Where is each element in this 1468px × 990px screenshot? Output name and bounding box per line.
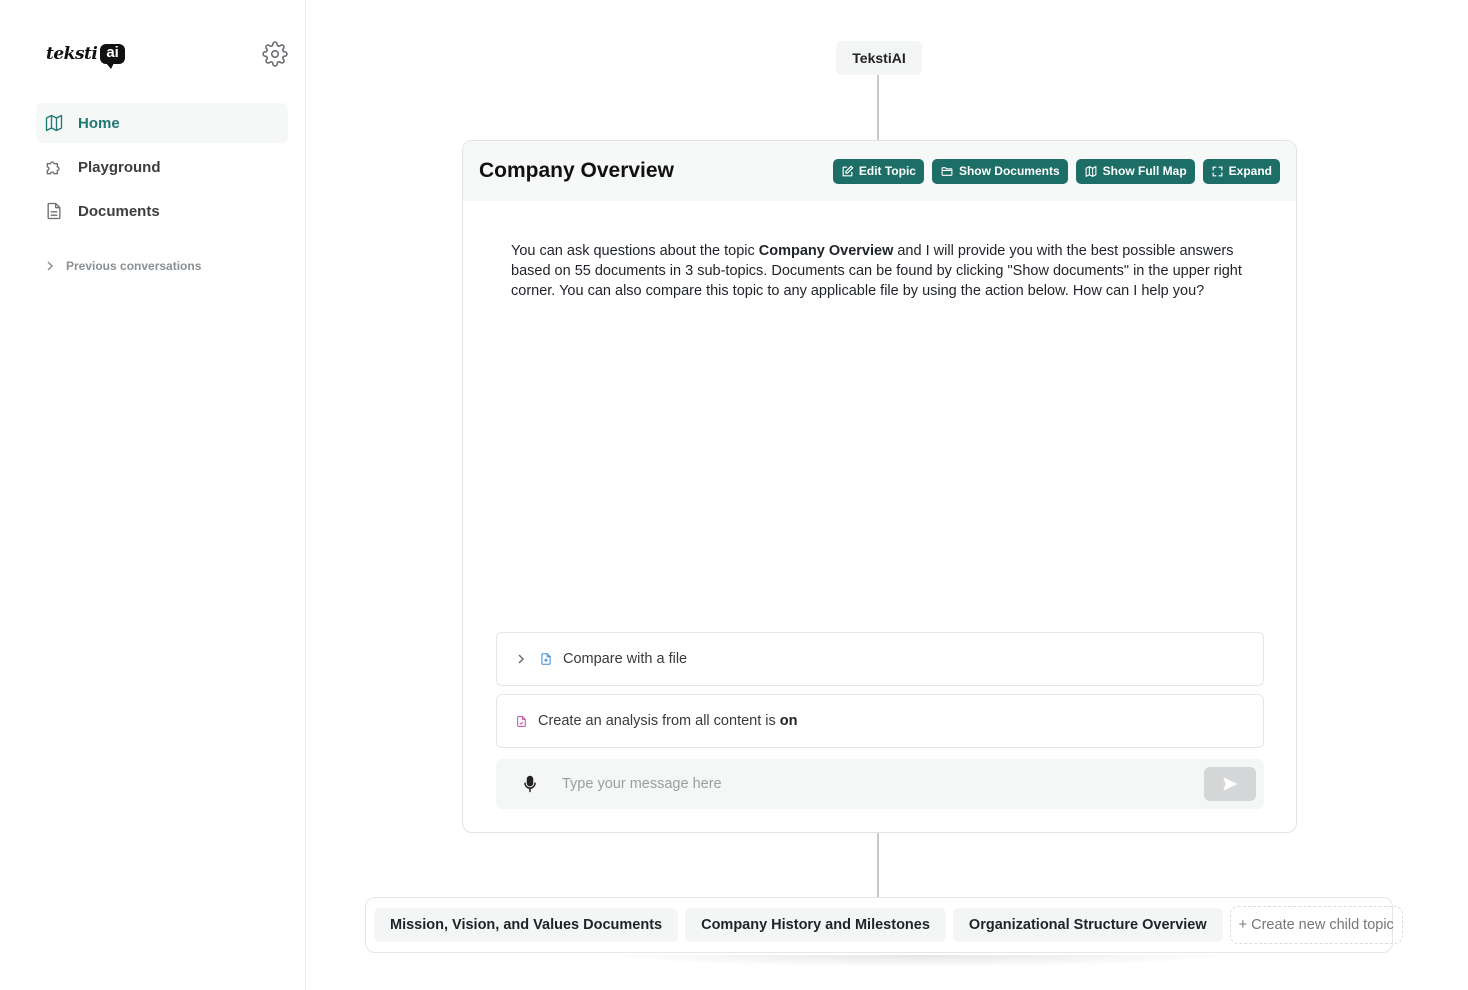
message-composer: [496, 759, 1264, 809]
gear-icon[interactable]: [262, 41, 288, 67]
chevron-right-icon: [515, 653, 527, 665]
message-part-2: and I will provide you with the best possible answers based on 55 documents in 3 sub-topics. Documents can be found by clicking "Show documents" in the upper right corner. You can also compare this topic to any applicable file by using the action below. How can I help you?: [511, 243, 1242, 299]
map-icon: [44, 113, 64, 133]
microphone-icon[interactable]: [520, 774, 540, 794]
sidebar-item-label: Playground: [78, 158, 161, 176]
logo-badge: ai: [100, 44, 125, 64]
compare-with-file-row[interactable]: [496, 632, 1264, 686]
sidebar: [0, 0, 306, 990]
topic-card-header: [463, 141, 1296, 201]
create-child-topic-button[interactable]: + Create new child topic: [1230, 906, 1403, 944]
analysis-file-icon: [515, 714, 528, 729]
edit-topic-label: Edit Topic: [858, 164, 916, 178]
sidebar-item-home[interactable]: [36, 103, 288, 143]
expand-button[interactable]: [1203, 159, 1280, 184]
expand-label: Expand: [1228, 164, 1272, 178]
sidebar-nav: [36, 103, 288, 235]
chevron-right-icon: [44, 260, 56, 272]
message-input[interactable]: [562, 764, 1204, 804]
previous-conversations-label: Previous conversations: [66, 259, 202, 273]
child-topic[interactable]: Mission, Vision, and Values Documents: [374, 908, 678, 942]
logo-text: teksti: [46, 44, 98, 64]
show-full-map-button[interactable]: [1076, 159, 1195, 184]
analysis-toggle-row[interactable]: [496, 694, 1264, 748]
message-part-1: You can ask questions about the topic: [511, 243, 759, 259]
expand-icon: [1211, 165, 1224, 178]
analysis-label: [538, 713, 798, 729]
scroll-shadow: [590, 955, 1250, 967]
sidebar-item-label: Documents: [78, 202, 160, 220]
tree-connector: [877, 833, 879, 897]
previous-conversations-toggle[interactable]: [44, 259, 201, 273]
root-topic-node[interactable]: TekstiAI: [836, 41, 922, 75]
logo[interactable]: [46, 40, 125, 68]
edit-topic-button[interactable]: [833, 159, 924, 184]
send-icon: [1220, 775, 1240, 793]
file-icon: [539, 651, 553, 667]
tree-connector: [877, 75, 879, 140]
sidebar-item-documents[interactable]: [36, 191, 288, 231]
analysis-state: on: [779, 713, 798, 729]
document-icon: [44, 201, 64, 221]
topic-title: Company Overview: [479, 159, 674, 182]
message-topic: Company Overview: [758, 243, 894, 259]
send-button[interactable]: [1204, 767, 1256, 801]
edit-icon: [841, 165, 854, 178]
puzzle-icon: [44, 157, 64, 177]
show-full-map-label: Show Full Map: [1102, 164, 1187, 178]
child-topic[interactable]: Company History and Milestones: [685, 908, 946, 942]
analysis-label-text: Create an analysis from all content is: [538, 713, 780, 729]
map-icon: [1084, 165, 1098, 178]
compare-with-file-label: Compare with a file: [563, 651, 688, 667]
child-topic[interactable]: Organizational Structure Overview: [953, 908, 1223, 942]
child-topics-row: [365, 897, 1393, 953]
assistant-message: [463, 201, 1296, 631]
show-documents-label: Show Documents: [958, 164, 1060, 178]
show-documents-button[interactable]: [932, 159, 1068, 184]
sidebar-item-label: Home: [78, 114, 120, 132]
folder-icon: [940, 165, 954, 178]
topic-card: [462, 140, 1297, 833]
sidebar-item-playground[interactable]: [36, 147, 288, 187]
